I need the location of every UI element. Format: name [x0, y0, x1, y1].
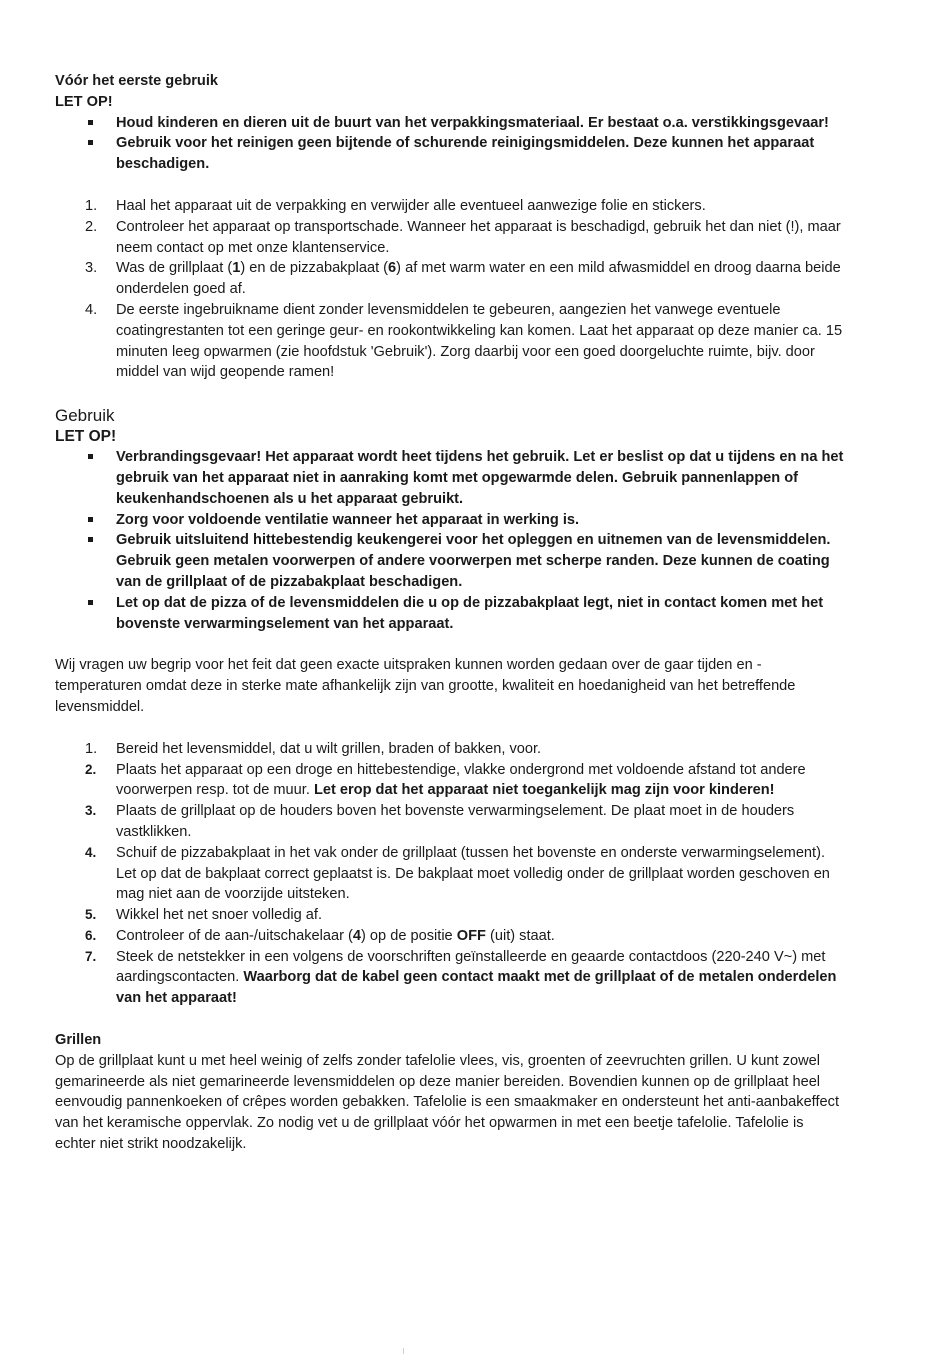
- step-item: 2. Controleer het apparaat op transportschade. Wanneer het apparaat is beschadigd, gebruik het dan niet (!), maar neem contact op met onze klantenservice.: [85, 218, 841, 256]
- section-title-first-use: Vóór het eerste gebruik: [55, 73, 219, 89]
- section-title-usage: Gebruik: [55, 406, 115, 426]
- bullet-square-icon: [88, 140, 93, 145]
- step-item: 3. Was de grillplaat (1) en de pizzabakplaat (6) af met warm water en een mild afwasmiddel en droog daarna beide onderdelen goed af.: [85, 260, 841, 298]
- warning-item: Gebruik uitsluitend hittebestendig keukengerei voor het opleggen en uitnemen van de levensmiddelen. Gebruik geen metalen voorwerpen of andere voorwerpen met scherpe randen. Deze kunnen de coating van de grillplaat of de pizzabakplaat beschadigen.: [55, 530, 845, 592]
- bullet-square-icon: [88, 537, 93, 542]
- step-item: 1. Haal het apparaat uit de verpakking en verwijder alle eventueel aanwezige folie en stickers.: [85, 197, 706, 214]
- step-item: 5. Wikkel het net snoer volledig af.: [85, 907, 323, 924]
- warning-item: Houd kinderen en dieren uit de buurt van het verpakkingsmateriaal. Er bestaat o.a. verstikkingsgevaar!: [55, 113, 845, 134]
- steps-list: [55, 196, 845, 383]
- warning-label: LET OP!: [55, 93, 113, 110]
- bullet-square-icon: [88, 517, 93, 522]
- warning-item: Zorg voor voldoende ventilatie wanneer het apparaat in werking is.: [55, 510, 845, 531]
- warning-list: [55, 447, 845, 634]
- steps-list: [55, 739, 845, 1009]
- step-item: 3. Plaats de grillplaat op de houders boven het bovenste verwarmingselement. De plaat moet in de houders vastklikken.: [85, 803, 795, 840]
- page-marker: [403, 1348, 404, 1354]
- step-item: 2. Plaats het apparaat op een droge en hittebestendige, vlakke ondergrond met voldoende afstand tot andere voorwerpen resp. tot de muur. Let erop dat het apparaat niet toegankelijk mag zijn voor kinderen!: [85, 761, 806, 799]
- step-item: 6. Controleer of de aan-/uitschakelaar (4) op de positie OFF (uit) staat.: [85, 927, 555, 944]
- section-title-grilling: Grillen: [55, 1032, 102, 1049]
- warning-item: Let op dat de pizza of de levensmiddelen die u op de pizzabakplaat legt, niet in contact komen met het bovenste verwarmingselement van het apparaat.: [55, 593, 845, 635]
- step-item: 4. Schuif de pizzabakplaat in het vak onder de grillplaat (tussen het bovenste en onderste verwarmingselement). Let op dat de bakplaat correct geplaatst is. De bakplaat moet volledig onder de grillplaat worden geschoven en mag niet aan de voorzijde uitsteken.: [85, 844, 830, 903]
- bullet-square-icon: [88, 120, 93, 125]
- document-page: [55, 71, 845, 1155]
- warning-item: Verbrandingsgevaar! Het apparaat wordt heet tijdens het gebruik. Let er beslist op dat u tijdens en na het gebruik van het apparaat niet in aanraking komt met opgewarmde delen. Gebruik pannenlappen of keukenhandschoenen als u het apparaat gebruikt.: [55, 447, 845, 509]
- step-item: 4. De eerste ingebruikname dient zonder levensmiddelen te gebeuren, aangezien het vanwege eventuele coatingrestanten tot een geringe geur- en rookontwikkeling kan komen. Laat het apparaat op deze manier ca. 15 minuten leeg opwarmen (zie hoofdstuk 'Gebruik'). Zorg daarbij voor een goed doorgeluchte ruimte, bijv. door middel van wijd geopende ramen!: [85, 301, 843, 381]
- grilling-paragraph: Op de grillplaat kunt u met heel weinig of zelfs zonder tafelolie vlees, vis, groenten of zeevruchten grillen. U kunt zowel gemarineerde als niet gemarineerde levensmiddelen op deze manier bereiden. Bovendien kunnen op de grillplaat heel eenvoudig pannenkoeken of crêpes worden gebakken. Tafelolie is een smaakmaker en ondersteunt het anti-aanbakeffect van het keramische oppervlak. Zo nodig vet u de grillplaat vóór het opwarmen in met een beetje tafelolie. Tafelolie is echter niet strikt noodzakelijk.: [55, 1052, 839, 1153]
- bullet-square-icon: [88, 600, 93, 605]
- warning-label: LET OP!: [55, 428, 117, 446]
- intro-paragraph: Wij vragen uw begrip voor het feit dat geen exacte uitspraken kunnen worden gedaan over de gaar tijden en -temperaturen omdat deze in sterke mate afhankelijk zijn van grootte, kwaliteit en hoedanigheid van het betreffende levensmiddel.: [55, 657, 796, 715]
- step-item: 1. Bereid het levensmiddel, dat u wilt grillen, braden of bakken, voor.: [85, 740, 542, 757]
- warning-item: Gebruik voor het reinigen geen bijtende of schurende reinigingsmiddelen. Deze kunnen het apparaat beschadigen.: [55, 133, 845, 175]
- bullet-square-icon: [88, 454, 93, 459]
- step-item: 7. Steek de netstekker in een volgens de voorschriften geïnstalleerde en geaarde contactdoos (220-240 V~) met aardingscontacten. Waarborg dat de kabel geen contact maakt met de grillplaat of de metalen onderdelen van het apparaat!: [85, 948, 837, 1007]
- warning-list: [55, 113, 845, 175]
